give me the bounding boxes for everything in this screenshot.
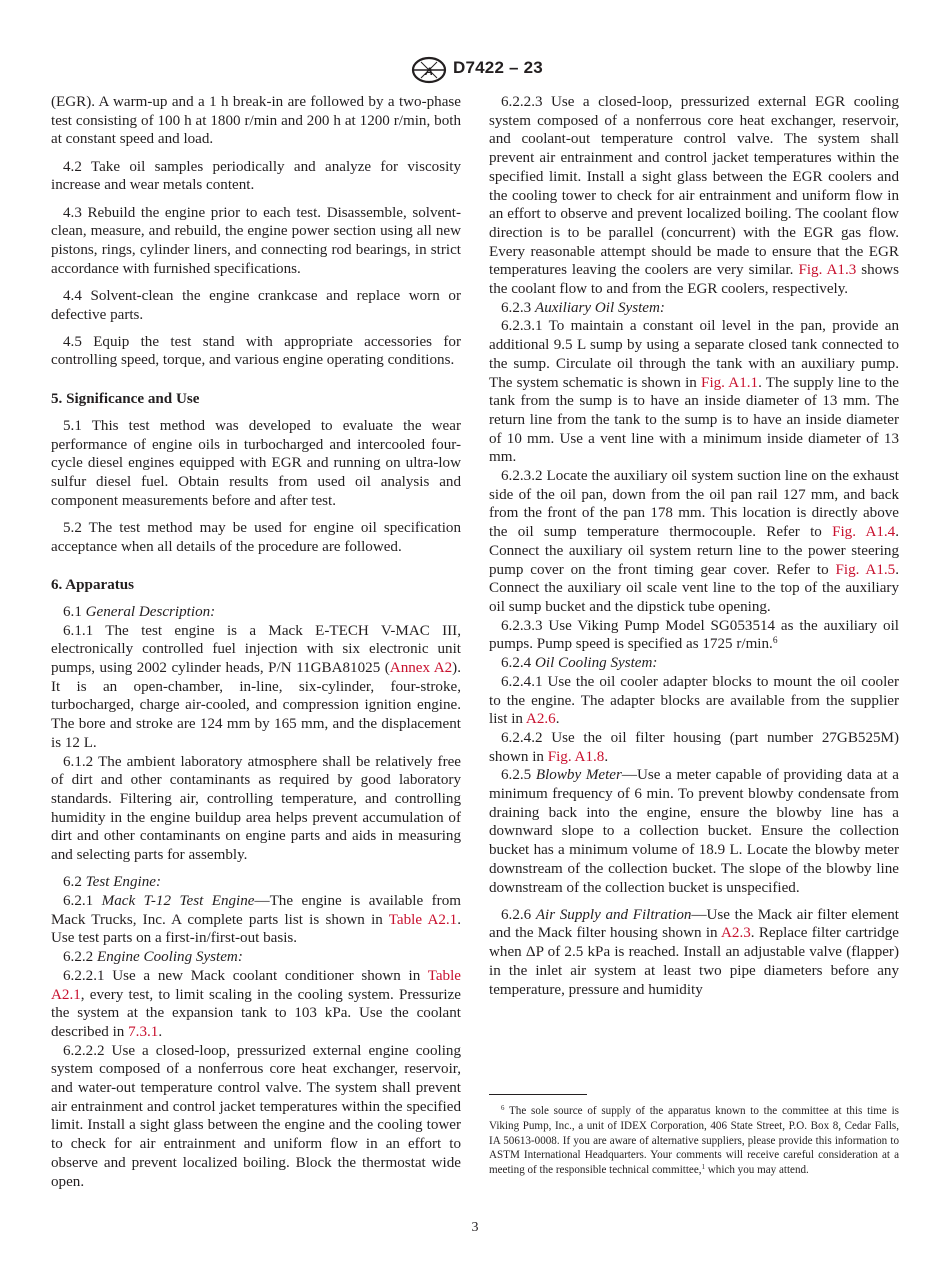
text-run: 6.2.4.2 Use the oil filter housing (part number 27GB525M) shown in <box>489 729 899 765</box>
paragraph-6-2 <box>51 873 461 892</box>
link-7-3-1[interactable]: 7.3.1 <box>128 1023 159 1040</box>
clause-number: 6.2.5 <box>501 767 532 784</box>
footnote-number: 6 <box>501 1105 505 1113</box>
text-run: . <box>555 711 560 728</box>
text-run: . <box>158 1023 163 1040</box>
text-run: . The supply line to the tank from the sump is to have an inside diameter of 13 mm. The return line from the tank to the sump is to have an inside diameter of 10 mm. Use a vent line with a minimum inside diameter of 13 mm. <box>489 374 900 466</box>
paragraph-6-2-3-1 <box>489 317 899 467</box>
text-run: . Connect the auxiliary oil scale vent line to the top of the auxiliary oil sump bucket and the dipstick tube opening. <box>489 561 899 615</box>
link-table-a2-1[interactable]: Table A2.1 <box>388 911 458 928</box>
paragraph-4-2: 4.2 Take oil samples periodically and analyze for viscosity increase and wear metals content. <box>51 158 461 194</box>
link-annex-a2[interactable]: Annex A2 <box>389 660 453 677</box>
svg-text:A: A <box>425 66 433 78</box>
link-a2-3[interactable]: A2.3 <box>721 925 751 942</box>
text-run: 6.2.3.3 Use Viking Pump Model SG053514 as the auxiliary oil pumps. Pump speed is specified as 1725 r/min. <box>489 617 899 653</box>
text-run: —The engine is available from Mack Trucks, Inc. A complete parts list is shown in <box>51 893 461 928</box>
text-run: . Use test parts on a first-in/first-out basis. <box>51 911 462 947</box>
paragraph-6-2-4-2 <box>489 729 899 766</box>
link-table-a2-1[interactable]: Table A2.1 <box>51 967 461 1003</box>
text-run: 6.1.1 The test engine is a Mack E-TECH V-MAC III, electronically controlled fuel injection with six electronic unit pumps, using 2002 cylinder heads, P/N 11GBA81025 ( <box>51 622 461 677</box>
paragraph-6-2-4-1 <box>489 673 899 729</box>
clause-number: 6.2.3 <box>501 299 532 316</box>
section-heading-5: 5. Significance and Use <box>51 391 200 408</box>
link-fig-a1-3[interactable]: Fig. A1.3 <box>798 262 857 279</box>
clause-title: Engine Cooling System: <box>96 949 243 966</box>
paragraph-6-2-3 <box>489 299 899 318</box>
document-id: D7422 – 23 <box>453 58 543 77</box>
text-run: . Connect the auxiliary oil system return line to the power steering pump cover on the front timing gear cover. Refer to <box>489 524 899 578</box>
paragraph-6-2-3-3 <box>489 617 899 654</box>
clause-number: 6.2.1 <box>63 893 94 910</box>
footnote-ref[interactable]: 1 <box>701 1164 705 1172</box>
footnote-divider <box>489 1094 587 1095</box>
paragraph-6-2-1 <box>51 892 461 948</box>
link-fig-a1-4[interactable]: Fig. A1.4 <box>832 524 896 541</box>
text-run: 6.2.3.2 Locate the auxiliary oil system suction line on the exhaust side of the oil pan, down from the oil pan rail 127 mm, and back from the front of the pan 178 mm. This location is directly above the oil sump temperature thermocouple. Refer to <box>489 468 899 541</box>
paragraph-6-2-3-2 <box>489 467 899 617</box>
clause-title: General Description: <box>85 603 216 620</box>
link-fig-a1-5[interactable]: Fig. A1.5 <box>835 561 896 578</box>
text-run: , every test, to limit scaling in the cooling system. Pressurize the system at the expansion tank to 103 kPa. Use the coolant described in <box>51 986 461 1040</box>
clause-title: Auxiliary Oil System: <box>534 299 665 316</box>
paragraph-6-2-2-1 <box>51 967 461 1042</box>
clause-number: 6.1 <box>63 603 82 620</box>
paragraph-4-5: 4.5 Equip the test stand with appropriate accessories for controlling speed, torque, and various engine operating conditions. <box>51 333 461 369</box>
paragraph-continuation: (EGR). A warm-up and a 1 h break-in are followed by a two-phase test consisting of 100 h at 1800 r/min and 200 h at 1200 r/min, both at constant speed and load. <box>51 94 461 148</box>
paragraph-4-3: 4.3 Rebuild the engine prior to each test. Disassemble, solvent-clean, measure, and rebuild, the engine power section using all new pistons, rings, cylinder liners, and connecting rod bearings, in strict accordance with furnished specifications. <box>51 204 461 277</box>
paragraph-6-2-2-3 <box>489 93 899 299</box>
link-fig-a1-8[interactable]: Fig. A1.8 <box>547 748 605 765</box>
paragraph-5-1: 5.1 This test method was developed to evaluate the wear performance of engine oils in turbocharged and intercooled four-cycle diesel engines equipped with EGR and running on ultra-low sulfur diesel fuel. Obtain results from used oil analysis and component measurements before and after test. <box>51 417 461 509</box>
text-run: . Replace filter cartridge when ΔP of 2.5 kPa is reached. Install an adjustable valve (flapper) in the inlet air system at least two pipe diameters before any temperature, pressure and humidity <box>489 925 899 998</box>
paragraph-6-1 <box>51 603 461 622</box>
astm-logo <box>409 56 449 84</box>
clause-number: 6.2 <box>63 874 82 891</box>
footnote-marker[interactable]: 6 <box>772 636 778 647</box>
text-run: 6.2.2.3 Use a closed-loop, pressurized external EGR cooling system composed of a nonferrous core heat exchanger, reservoir, and coolant-out temperature control valve. The system shall prevent air entrainment and control jacket temperatures within the specified limit. Install a sight glass between the EGR coolers and the cooling tower to check for air entrainment and uniform flow in an effort to observe and prevent localized boiling. The coolant flow direction is to be parallel (concurrent) with the EGR gas flow. Every reasonable attempt should be made to ensure that the EGR temperatures leaving the coolers are very similar. <box>489 94 899 279</box>
footnote-6 <box>489 1104 899 1178</box>
paragraph-6-2-2-2: 6.2.2.2 Use a closed-loop, pressurized external engine cooling system composed of a nonferrous core heat exchanger, reservoir, and water-out temperature control valve. The system shall prevent air entrainment and control jacket temperatures within the specified limit. Install a sight glass between the engine and the cooling tower to check for air entrainment and uniform flow in an effort to observe and prevent localized boiling. Block the thermostat wide open. <box>51 1042 461 1190</box>
paragraph-5-2: 5.2 The test method may be used for engine oil specification acceptance when all details of the procedure are followed. <box>51 519 461 555</box>
clause-number: 6.2.6 <box>501 906 532 923</box>
text-run: 6.2.3.1 To maintain a constant oil level in the pan, provide an additional 9.5 L sump by using a separate closed tank connected to the sump. Circulate oil through the tank with an auxiliary pump. The system schematic is shown in <box>489 318 899 391</box>
paragraph-6-1-1 <box>51 622 461 753</box>
section-heading-6: 6. Apparatus <box>51 577 135 594</box>
paragraph-4-4: 4.4 Solvent-clean the engine crankcase and replace worn or defective parts. <box>51 287 461 323</box>
text-run: shows the coolant flow to and from the EGR coolers, respectively. <box>489 262 900 298</box>
footnote-text: The sole source of supply of the apparatus known to the committee at this time is Viking Pump, Inc., a unit of IDEX Corporation, 406 State Street, P.O. Box 8, Cedar Falls, IA 50613-0008. If you are aware of alternative suppliers, please provide this information to ASTM International Headquarters. Your comments will receive careful consideration at a meeting of the responsible technical committee, <box>489 1105 899 1177</box>
clause-number: 6.2.2 <box>63 949 94 966</box>
left-column <box>51 93 461 1191</box>
text-run: ). It is an open-chamber, in-line, six-cylinder, four-stroke, turbocharged, charge air-cooled, and compression ignition engine. The bore and stroke are 124 mm by 165 mm, and the displacement is 12 L. <box>51 660 461 751</box>
paragraph-6-2-6 <box>489 906 899 1000</box>
text-run: . <box>604 748 609 765</box>
clause-title: Oil Cooling System: <box>534 655 658 672</box>
paragraph-6-2-4 <box>489 654 899 673</box>
link-a2-6[interactable]: A2.6 <box>525 711 556 728</box>
clause-title: Blowby Meter <box>535 767 622 784</box>
clause-title: Mack T-12 Test Engine <box>101 893 255 910</box>
clause-number: 6.2.4 <box>501 655 532 672</box>
text-run: —Use a meter capable of providing data at a minimum frequency of 6 min. To prevent blowby condensate from draining back into the engine, ensure the blowby line has a downward slope to a collection bucket. Ensure the collection bucket has a minimum volume of 18.9 L. Locate the blowby meter downstream of the collection bucket. The slope of the blowby line downstream of the collection bucket is unspecified. <box>489 767 899 896</box>
footnote-text: which you may attend. <box>705 1164 809 1177</box>
page-number: 3 <box>471 1220 479 1235</box>
paragraph-6-2-2 <box>51 948 461 967</box>
text-run: —Use the Mack air filter element and the Mack filter housing shown in <box>489 906 899 942</box>
text-run: 6.2.4.1 Use the oil cooler adapter blocks to mount the oil cooler to the engine. The adapter blocks are available from the supplier list in <box>489 673 899 728</box>
clause-title: Air Supply and Filtration <box>535 906 692 923</box>
text-run: 6.2.2.1 Use a new Mack coolant conditioner shown in <box>63 967 428 984</box>
clause-title: Test Engine: <box>85 874 161 891</box>
paragraph-6-1-2: 6.1.2 The ambient laboratory atmosphere shall be relatively free of dirt and other contaminants as required by good laboratory standards. Filtering air, controlling temperature, and controlling humidity in the engine buildup area helps prevent accumulation of dirt and other contaminants on engine parts and aids in measuring and selecting parts for assembly. <box>51 753 461 864</box>
paragraph-6-2-5 <box>489 766 899 897</box>
link-fig-a1-1[interactable]: Fig. A1.1 <box>701 374 759 391</box>
right-column <box>489 93 899 999</box>
page-header <box>0 56 950 84</box>
